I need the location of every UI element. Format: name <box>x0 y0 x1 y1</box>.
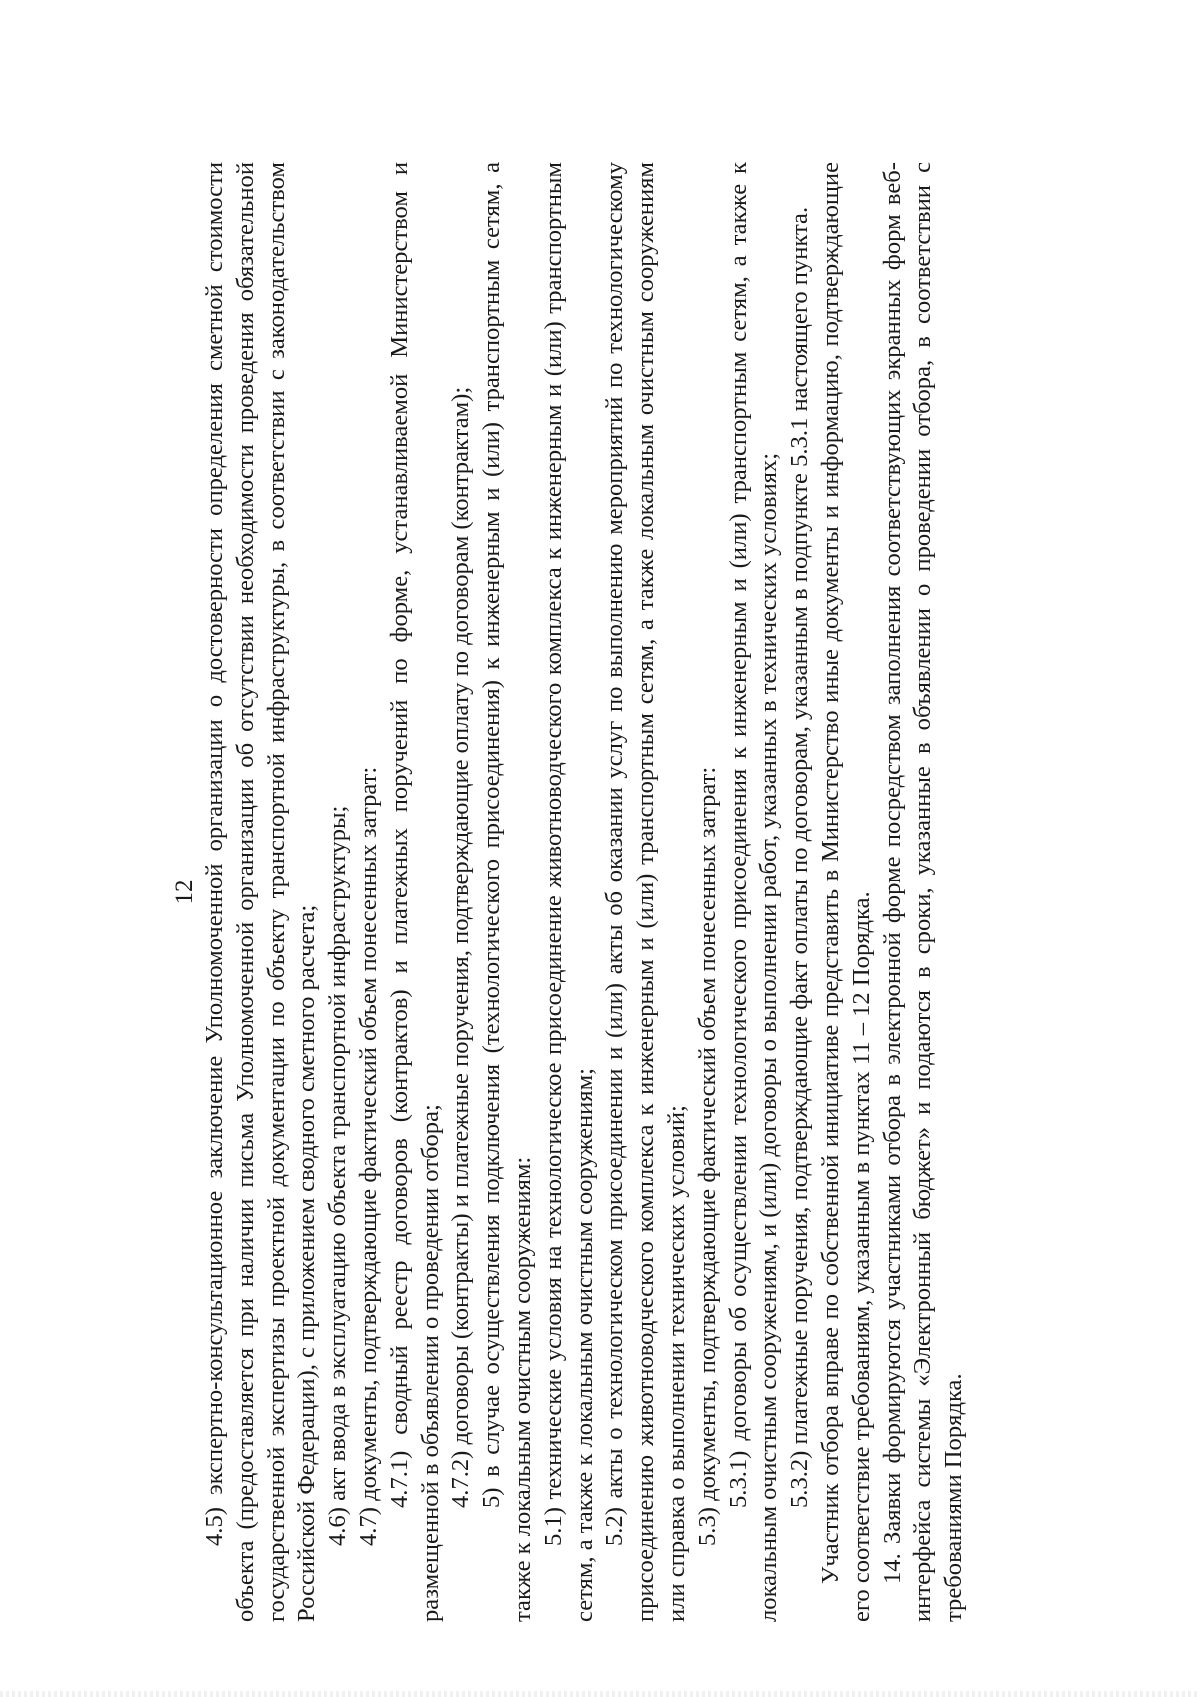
paragraph: 4.7) документы, подтверждающие фактический объем понесенных затрат: <box>354 766 382 1546</box>
paragraph: 4.5) экспертно-консультационное заключение Уполномоченной организации о достоверности определения сметной стоимости объекта (предоставляется при наличии письма Уполномоченной организации об отсутствии необходимости проведения обязательной государственной экспертизы проектной документации по объекту транспортной инфраструктуры, в соответствии с законодательством Российской Федерации), с приложением сводного сметного расчета; <box>201 162 321 1622</box>
paragraph: 5.3.1) договоры об осуществлении технологического присоединения к инженерным и (или) транспортным сетям, а также к локальным очистным сооружениям, и (или) договоры о выполнении работ, указанных в технических условиях; <box>724 162 783 1622</box>
paragraph: 5.3.2) платежные поручения, подтверждающие факт оплаты по договорам, указанным в подпункте 5.3.1 настоящего пункта. <box>786 206 814 1508</box>
paragraph: 5) в случае осуществления подключения (технологического присоединения) к инженерным и (или) транспортным сетям, а также к локальным очистным сооружениям: <box>478 162 536 1622</box>
rotated-page <box>170 112 1030 1672</box>
paragraph: 5.1) технические условия на технологическое присоединение животноводческого комплекса к инженерным и (или) транспортным сетям, а также к локальным очистным сооружениям; <box>539 162 598 1622</box>
page-number: 12 <box>171 879 198 905</box>
paragraph: 4.7.1) сводный реестр договоров (контрактов) и платежных поручений по форме, устанавливаемой Министерством и размещенной в объявлении о проведении отбора; <box>385 162 444 1622</box>
paragraph: 5.3) документы, подтверждающие фактический объем понесенных затрат: <box>693 766 721 1546</box>
paragraph: 5.2) акты о технологическом присоединении и (или) акты об оказании услуг по выполнению мероприятий по технологическому присоединению животноводческого комплекса к инженерным и (или) транспортным сетям, а также локальным очистным сооружениям или справка о выполнении технических условий; <box>601 162 690 1622</box>
paragraph: 4.6) акт ввода в эксплуатацию объекта транспортной инфраструктуры; <box>324 805 352 1546</box>
scan-edge-artifact <box>0 1691 1200 1697</box>
paragraph: 4.7.2) договоры (контракты) и платежные поручения, подтверждающие оплату по договорам (контрактам); <box>447 386 475 1508</box>
document-body <box>200 162 970 1672</box>
paragraph: Участник отбора вправе по собственной инициативе представить в Министерство иные документы и информацию, подтверждающие его соответствие требованиям, указанным в пунктах 11 – 12 Порядка. <box>816 162 875 1622</box>
paragraph: 14. Заявки формируются участниками отбора в электронной форме посредством заполнения соответствующих экранных форм веб-интерфейса системы «Электронный бюджет» и подаются в сроки, указанные в объявлении о проведении отбора, в соответствии с требованиями Порядка. <box>878 162 968 1622</box>
